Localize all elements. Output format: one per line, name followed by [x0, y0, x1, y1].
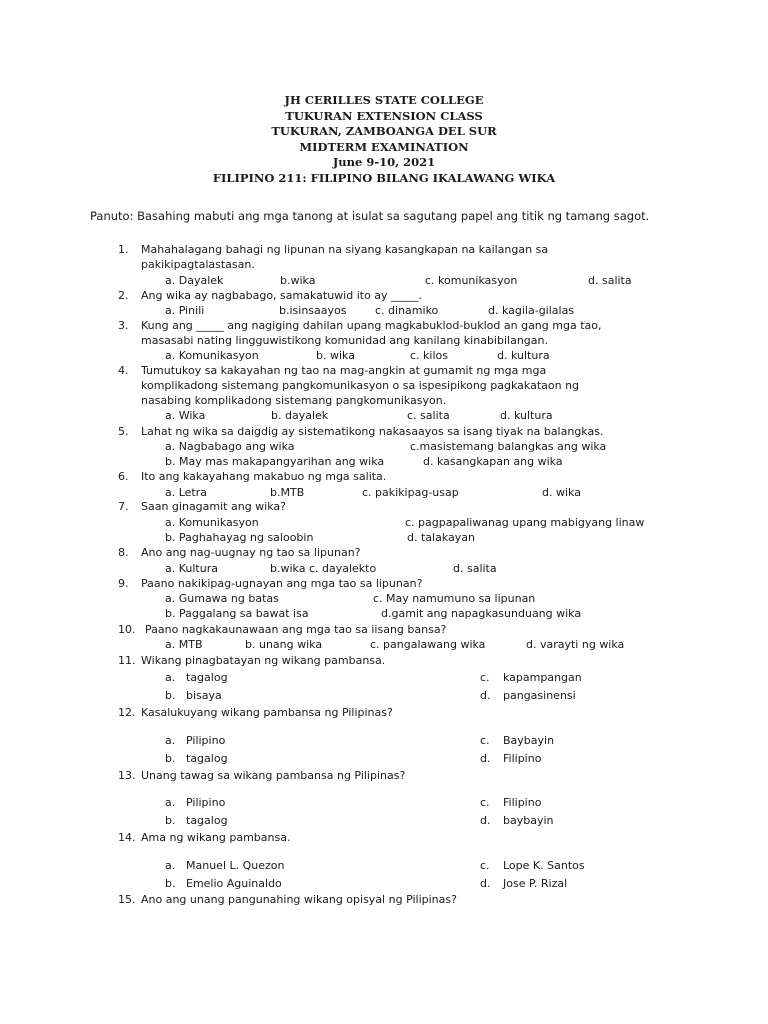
- choice-b: b.MTB: [270, 486, 305, 499]
- choice-a: Manuel L. Quezon: [186, 859, 285, 872]
- question-number: 12.: [118, 706, 136, 719]
- choice-c-label: c.: [480, 671, 490, 684]
- class-name: TUKURAN EXTENSION CLASS: [285, 108, 483, 123]
- choice-c-label: c.: [480, 734, 490, 747]
- choice-a: a. Kultura: [165, 562, 218, 575]
- exam-header: [0, 93, 768, 186]
- choice-d: d. talakayan: [407, 531, 475, 544]
- choice-c: Baybayin: [503, 734, 555, 747]
- choice-c: c. pagpapaliwanag upang mabigyang linaw: [405, 516, 645, 529]
- question-number: 10.: [118, 623, 136, 636]
- choice-d-label: d.: [480, 689, 491, 702]
- choice-c: c. komunikasyon: [425, 274, 518, 287]
- school-name: JH CERILLES STATE COLLEGE: [284, 93, 484, 107]
- question-number: 2.: [118, 289, 129, 302]
- question-number: 4.: [118, 364, 129, 377]
- choice-d: d. salita: [588, 274, 632, 287]
- choice-b-label: b.: [165, 877, 176, 890]
- choice-d: d. kasangkapan ang wika: [423, 455, 563, 468]
- choice-a: a. MTB: [165, 638, 203, 651]
- exam-title: MIDTERM EXAMINATION: [299, 139, 469, 154]
- choice-b-label: b.: [165, 814, 176, 827]
- question-text: masasabi nating lingguwistikong komunidad ang kanilang kinabibilangan.: [141, 334, 548, 347]
- choice-a: Pilipino: [186, 734, 226, 747]
- choice-d: d. kultura: [497, 349, 550, 362]
- choice-b: tagalog: [186, 752, 228, 765]
- choice-a-label: a.: [165, 734, 176, 747]
- choice-c: Lope K. Santos: [503, 859, 585, 872]
- question-number: 5.: [118, 425, 129, 438]
- question-text: Tumutukoy sa kakayahan ng tao na mag-angkin at gumamit ng mga mga: [141, 364, 547, 377]
- question-number: 8.: [118, 546, 129, 559]
- choice-a: tagalog: [186, 671, 228, 684]
- choice-d: d.gamit ang napagkasunduang wika: [381, 607, 582, 620]
- choice-b: tagalog: [186, 814, 228, 827]
- question-number: 7.: [118, 500, 129, 513]
- choice-c: c. dinamiko: [375, 304, 439, 317]
- question-number: 6.: [118, 470, 129, 483]
- choice-d: Filipino: [503, 752, 542, 765]
- choice-a: a. Letra: [165, 486, 208, 499]
- question-text: Saan ginagamit ang wika?: [141, 500, 286, 513]
- question-text: Paano nakikipag-ugnayan ang mga tao sa lipunan?: [141, 577, 423, 590]
- question-number: 14.: [118, 831, 136, 844]
- choice-c-label: c.: [480, 796, 490, 809]
- question-text: Mahahalagang bahagi ng lipunan na siyang kasangkapan na kailangan sa: [141, 243, 549, 256]
- choice-c: kapampangan: [503, 671, 582, 684]
- question-text: Ano ang unang pangunahing wikang opisyal ng Pilipinas?: [141, 893, 457, 906]
- exam-date: June 9-10, 2021: [332, 155, 436, 169]
- choice-b: b. Paghahayag ng saloobin: [165, 531, 314, 544]
- choice-a: a. Dayalek: [165, 274, 224, 287]
- choice-a: a. Komunikasyon: [165, 516, 259, 529]
- choice-a: Pilipino: [186, 796, 226, 809]
- question-text: Ito ang kakayahang makabuo ng mga salita.: [141, 470, 387, 483]
- question-text: Kung ang _____ ang nagiging dahilan upang magkabuklod-buklod an gang mga tao,: [141, 319, 602, 332]
- choice-b: b.wika: [280, 274, 316, 287]
- choice-d: d. varayti ng wika: [526, 638, 625, 651]
- question-number: 13.: [118, 769, 136, 782]
- question-text: pakikipagtalastasan.: [141, 258, 255, 271]
- choice-a: a. Gumawa ng batas: [165, 592, 279, 605]
- question-text: Unang tawag sa wikang pambansa ng Pilipinas?: [141, 769, 406, 782]
- choice-b: b.isinsaayos: [279, 304, 347, 317]
- choice-d-label: d.: [480, 877, 491, 890]
- question-number: 1.: [118, 243, 129, 256]
- choice-d: pangasinensi: [503, 689, 576, 702]
- question-text: Kasalukuyang wikang pambansa ng Pilipinas?: [141, 706, 393, 719]
- question-number: 11.: [118, 654, 136, 667]
- course-title: FILIPINO 211: FILIPINO BILANG IKALAWANG WIKA: [212, 170, 556, 185]
- choice-c: c. kilos: [410, 349, 448, 362]
- choice-b: b. unang wika: [245, 638, 323, 651]
- instructions: Panuto: Basahing mabuti ang mga tanong at isulat sa sagutang papel ang titik ng tamang sagot.: [90, 209, 650, 223]
- choice-d-label: d.: [480, 752, 491, 765]
- choice-d: d. kultura: [500, 409, 553, 422]
- question-text: Ano ang nag-uugnay ng tao sa lipunan?: [141, 546, 361, 559]
- choice-a: a. Wika: [165, 409, 206, 422]
- choice-bc: b.wika c. dayalekto: [270, 562, 377, 575]
- choice-b-label: b.: [165, 752, 176, 765]
- choice-b: b. wika: [316, 349, 355, 362]
- question-number: 9.: [118, 577, 129, 590]
- choice-d-label: d.: [480, 814, 491, 827]
- choice-b: b. Paggalang sa bawat isa: [165, 607, 309, 620]
- choice-c: c. pakikipag-usap: [362, 486, 459, 499]
- choice-c-label: c.: [480, 859, 490, 872]
- question-text: Lahat ng wika sa daigdig ay sistematikong nakasaayos sa isang tiyak na balangkas.: [141, 425, 604, 438]
- question-text: Ang wika ay nagbabago, samakatuwid ito ay _____.: [141, 289, 423, 302]
- choice-b: b. May mas makapangyarihan ang wika: [165, 455, 385, 468]
- choice-c: c.masistemang balangkas ang wika: [410, 440, 607, 453]
- location: TUKURAN, ZAMBOANGA DEL SUR: [271, 124, 497, 138]
- choice-b: b. dayalek: [271, 409, 329, 422]
- question-text: Paano nagkakaunawaan ang mga tao sa iisang bansa?: [145, 623, 447, 636]
- choice-c: c. salita: [407, 409, 450, 422]
- choice-a: a. Komunikasyon: [165, 349, 259, 362]
- choice-c: c. pangalawang wika: [370, 638, 486, 651]
- question-text: nasabing komplikadong sistemang pangkomunikasyon.: [141, 394, 447, 407]
- choice-a-label: a.: [165, 796, 176, 809]
- choice-b-label: b.: [165, 689, 176, 702]
- choice-d: baybayin: [503, 814, 554, 827]
- choice-a: a. Pinili: [165, 304, 205, 317]
- choice-a-label: a.: [165, 859, 176, 872]
- choice-b: bisaya: [186, 689, 222, 702]
- choice-d: Jose P. Rizal: [503, 877, 568, 890]
- question-text: Ama ng wikang pambansa.: [141, 831, 291, 844]
- question-text: komplikadong sistemang pangkomunikasyon o sa ispesipikong pagkakataon ng: [141, 379, 580, 392]
- choice-d: d. wika: [542, 486, 581, 499]
- question-number: 15.: [118, 893, 136, 906]
- choice-a-label: a.: [165, 671, 176, 684]
- question-number: 3.: [118, 319, 129, 332]
- choice-d: d. kagila-gilalas: [488, 304, 575, 317]
- question-text: Wikang pinagbatayan ng wikang pambansa.: [141, 654, 386, 667]
- choice-a: a. Nagbabago ang wika: [165, 440, 295, 453]
- choice-b: Emelio Aguinaldo: [186, 877, 282, 890]
- choice-d: d. salita: [453, 562, 497, 575]
- choice-c: c. May namumuno sa lipunan: [373, 592, 536, 605]
- choice-c: Filipino: [503, 796, 542, 809]
